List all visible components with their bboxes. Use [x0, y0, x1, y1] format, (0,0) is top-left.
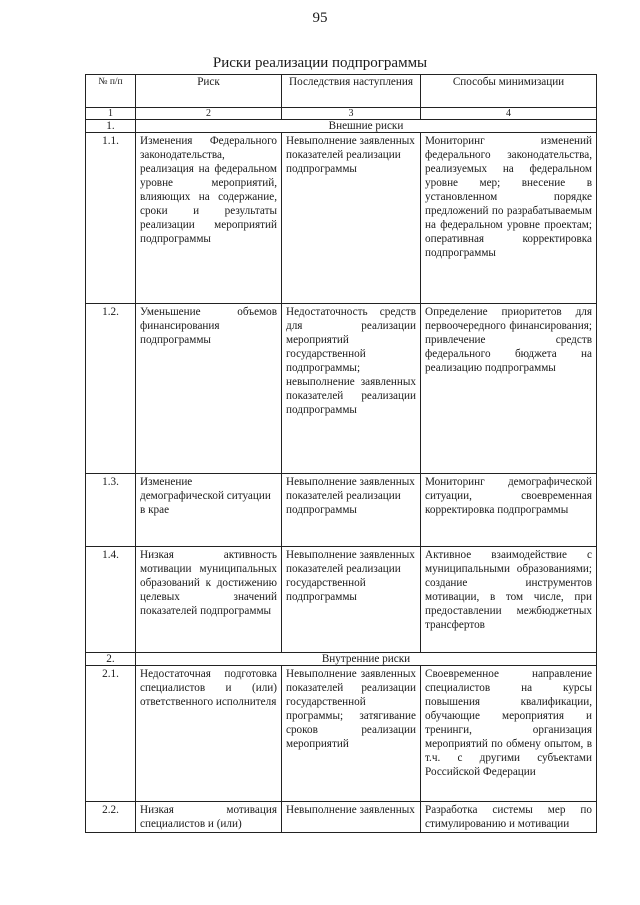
row-risk: Уменьшение объемов финансирования подпрограммы: [136, 304, 282, 474]
table-header-row: [86, 75, 597, 108]
row-consequences: Невыполнение заявленных показателей реализации государственной подпрограммы: [282, 547, 421, 653]
row-risk: Недостаточная подготовка специалистов и (или) ответственного исполнителя: [136, 666, 282, 802]
table-row: [86, 474, 597, 547]
table-row: [86, 133, 597, 304]
row-num: 1.2.: [86, 304, 136, 474]
row-methods: Определение приоритетов для первоочередного финансирования; привлечение средств федерального бюджета на реализацию подпрограммы: [421, 304, 597, 474]
section-num: 1.: [86, 120, 136, 133]
row-consequences: Недостаточность средств для реализации мероприятий государственной подпрограммы; невыполнение заявленных показателей реализации подпрограммы: [282, 304, 421, 474]
table-row: [86, 304, 597, 474]
table-row: [86, 666, 597, 802]
page-number: 95: [312, 10, 328, 26]
column-number-row: [86, 108, 597, 120]
row-num: 1.1.: [86, 133, 136, 304]
section-row: [86, 120, 597, 133]
row-risk: Низкая активность мотивации муниципальных образований к достижению целевых значений показателей подпрограммы: [136, 547, 282, 653]
risks-table: [85, 74, 597, 833]
row-methods: Своевременное направление специалистов на курсы повышения квалификации, обучающие мероприятия и тренинги, организация мероприятий по обмену опытом, в т.ч. с другими субъектами Российской Федерации: [421, 666, 597, 802]
header-consequences: Последствия наступления: [282, 75, 421, 108]
row-consequences: Невыполнение заявленных: [282, 802, 421, 833]
row-num: 1.4.: [86, 547, 136, 653]
table-row: [86, 802, 597, 833]
row-num: 2.1.: [86, 666, 136, 802]
row-risk: Изменения Федерального законодательства, реализация на федеральном уровне мероприятий, влияющих на содержание, сроки и результаты реализации мероприятий подпрограммы: [136, 133, 282, 304]
row-consequences: Невыполнение заявленных показателей реализации подпрограммы: [282, 133, 421, 304]
row-consequences: Невыполнение заявленных показателей реализации подпрограммы: [282, 474, 421, 547]
section-num: 2.: [86, 653, 136, 666]
row-methods: Активное взаимодействие с муниципальными образованиями; создание инструментов мотивации, в том числе, при предоставлении межбюджетных трансфертов: [421, 547, 597, 653]
column-number: 2: [136, 108, 282, 120]
row-risk: Низкая мотивация специалистов и (или): [136, 802, 282, 833]
document-title: Риски реализации подпрограммы: [212, 55, 428, 71]
header-methods: Способы минимизации: [421, 75, 597, 108]
row-risk: Изменение демографической ситуации в крае: [136, 474, 282, 547]
column-number: 3: [282, 108, 421, 120]
table-row: [86, 547, 597, 653]
row-num: 1.3.: [86, 474, 136, 547]
header-num: № п/п: [86, 75, 136, 108]
section-row: [86, 653, 597, 666]
section-title: Внутренние риски: [136, 653, 597, 666]
column-number: 1: [86, 108, 136, 120]
section-title: Внешние риски: [136, 120, 597, 133]
row-methods: Мониторинг изменений федерального законодательства, реализуемых на федеральном уровне мер; внесение в установленном порядке предложений по разрабатываемым на федеральном уровне проектам; оперативная корректировка подпрограммы: [421, 133, 597, 304]
row-methods: Мониторинг демографической ситуации, своевременная корректировка подпрограммы: [421, 474, 597, 547]
row-num: 2.2.: [86, 802, 136, 833]
row-consequences: Невыполнение заявленных показателей реализации государственной программы; затягивание сроков реализации мероприятий: [282, 666, 421, 802]
row-methods: Разработка системы мер по стимулированию и мотивации: [421, 802, 597, 833]
header-risk: Риск: [136, 75, 282, 108]
column-number: 4: [421, 108, 597, 120]
